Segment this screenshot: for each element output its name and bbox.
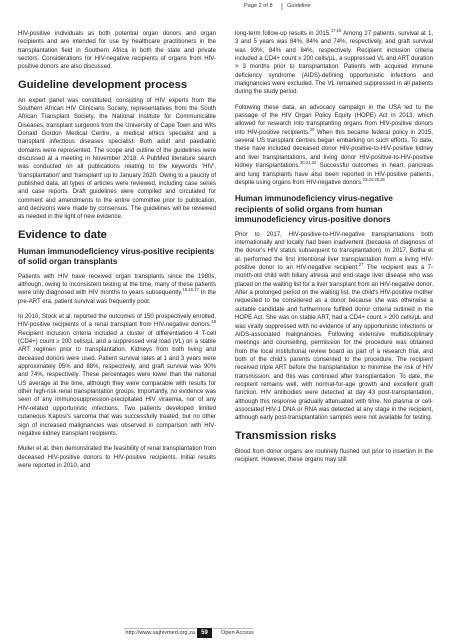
- right-column: [235, 27, 433, 471]
- intro-paragraph: HIV-positive individuals as both potential organ donors and organ recipients and are intended for use by healthcare practitioners in the transplantation field in Southern Africa in both the state and private sectors. Considerations for HIV-negative recipients of organs from HIV-positive donors are also discussed.: [18, 31, 216, 71]
- heading-development-process: Guideline development process: [18, 78, 188, 91]
- footer-rule-right: [213, 628, 253, 629]
- development-paragraph: An expert panel was constituted, consisting of HIV experts from the Southern African HIV Clinicians Society, representatives from the South African Transplant Society, the National Institute for Communicable Diseases, transplant surgeons from the University of Cape Town and Wits Donald Gordon Medical Centre, a medical ethics specialist and a transplant infectious diseases specialist. Both adult and paediatric domains were represented. The scope and outline of the guidelines were discussed at a meeting in November 2018. A PubMed literature search was conducted on all publications relating to the keywords 'HIV', 'transplantation' and 'transplant' up to January 2020. Owing to a paucity of published data, all types of articles were reviewed, including case series and case reports. Draft guidelines were compiled and circulated for comment and amendments to the entire committee prior to publication, and decisions were made by consensus. The guidelines will be reviewed as needed in the light of new evidence.: [18, 97, 216, 221]
- header-divider: [281, 3, 283, 10]
- page-number: 59: [197, 628, 212, 638]
- heading-hiv-negative-recipients: Human immunodeficiency virus-negative recipients of solid organs from human immunodeficiency virus-positive donors: [235, 194, 393, 225]
- section-label: Guideline: [287, 3, 311, 9]
- followup-paragraph: long-term follow-up results in 2015.$^{17,19}$ Among 27 patients, survival at 1, 3 and 5 years was 84%, 84% and 74%, respectively, and graft survival was 93%, 84% and 84%, respectively. Recipient inclusion criteria included a CD4+ count ≥ 200 cells/µL, a suppressed VL and ART duration > 3 months prior to transplantation. Patients with acquired immune deficiency syndrome (AIDS)-defining opportunistic infections and malignancies were excluded. The VL remained suppressed in all patients during the study period.: [235, 27, 433, 96]
- stock-study-paragraph: In 2010, Stock et al. reported the outcomes of 150 prospectively enrolled, HIV-positive recipients of a renal transplant from HIV-negative donors.$^{18}$ Recipient inclusion criteria included a cluster of differentiation 4 T-cell (CD4+) count ≥ 200 cells/µL and a suppressed viral load (VL) on a stable ART regimen prior to transplantation. Kidneys from both living and deceased donors were used. Patient survival rates at 1 and 3 years were approximately 95% and 88%, respectively, and graft survival was 90% and 74%, respectively. These percentages were lower than the national US average at the time, although they were comparable with results for other high-risk renal transplantation groups. Importantly, no evidence was seen of any immunosuppression-precipitated HIV viraemia, nor of any HIV-related opportunistic infections. Two patients developed limited cutaneous Kaposi's sarcoma that was successfully treated, but no other sign of increased malignancies was observed in comparison with HIV-negative kidney transplant recipients.: [18, 314, 216, 437]
- heading-evidence: Evidence to date: [18, 228, 107, 241]
- history-paragraph: Patients with HIV have received organ transplants since the 1980s, although, owing to inconsistent testing at the time, many of these patients were only diagnosed with HIV months to years subsequently.$^{15,16,17}$ In the pre-ART era, patient survival was frequently poor.: [18, 273, 216, 305]
- journal-url-link[interactable]: http://www.sajhivmed.org.za: [125, 630, 195, 636]
- transmission-paragraph: Blood from donor organs are routinely flushed out prior to insertion in the recipient. However, these organs may still: [235, 448, 433, 463]
- page-label: Page 2 of 8: [244, 3, 273, 9]
- page-footer: [0, 628, 453, 640]
- open-access-label: Open Access: [221, 630, 254, 636]
- muller-paragraph: Muller et al. then demonstrated the feasibility of renal transplantation from deceased HIV-positive donors to HIV-positive recipients. Initial results were reported in 2010, and: [18, 446, 216, 469]
- page-header: [0, 0, 453, 16]
- botha-paragraph: Prior to 2017, HIV-positive-to-HIV-negative transplantations both internationally and locally had been inadvertent (because of diagnosis of the donor's HIV status subsequent to transplantation). In 2017, Botha et al. performed the first intentional liver transplantation from a living HIV-positive donor to an HIV-negative recipient.$^{27}$ The recipient was a 7-month-old child with biliary atresia and end-stage liver disease who was placed on the waiting list for a liver transplant from an HIV-negative donor. After a prolonged period on the waiting list, the child's HIV-positive mother requested to be considered as a donor because she was otherwise a suitable candidate and furthermore fulfilled donor criteria outlined in the HOPE Act. She was on stable ART, had a CD4+ count > 200 cells/µL and was virally suppressed with no evidence of any opportunistic infections or AIDS-associated malignancies. Following extensive multidisciplinary meetings and counselling, permission for the procedure was obtained from the local institutional review board as part of a research trial, and both of the child's parents consented to the procedure. The recipient received triple ART before the transplantation to minimise the risk of HIV transmission, and this was continued after transplantation. To date, the recipient remains well, with normal-for-age growth and excellent graft function. HIV antibodies were detected at day 43 post-transplantation, although this response gradually attenuated with time. No plasma or cell-associated HIV-1 DNA or RNA was detected at any stage in the recipient, although early post-transplantation samples were not available for testing.: [235, 231, 433, 422]
- footer-rule-left: [124, 628, 196, 629]
- hope-act-paragraph: Following these data, an advocacy campaign in the USA led to the passage of the HIV Organ Policy Equity (HOPE) Act in 2013, which allowed for research into transplanting organs from HIV-positive donors into HIV-positive recipients.$^{20}$ When this became federal policy in 2015, several US transplant centres began embarking on such efforts. To date, these have included deceased donor HIV-positive-to-HIV-positive kidney and liver transplantations, and living donor HIV-positive-to-HIV-positive kidney transplantations.$^{20,21,22}$ Successful outcomes in heart, pancreas and lung transplants have also been reported in HIV-positive patients, despite using organs from HIV-negative donors.$^{23,24,25,26}$: [235, 104, 433, 186]
- heading-hiv-positive-recipients: Human immunodeficiency virus-positive recipients of solid organ transplants: [18, 246, 215, 267]
- left-column: [18, 30, 216, 477]
- heading-transmission-risks: Transmission risks: [235, 429, 337, 442]
